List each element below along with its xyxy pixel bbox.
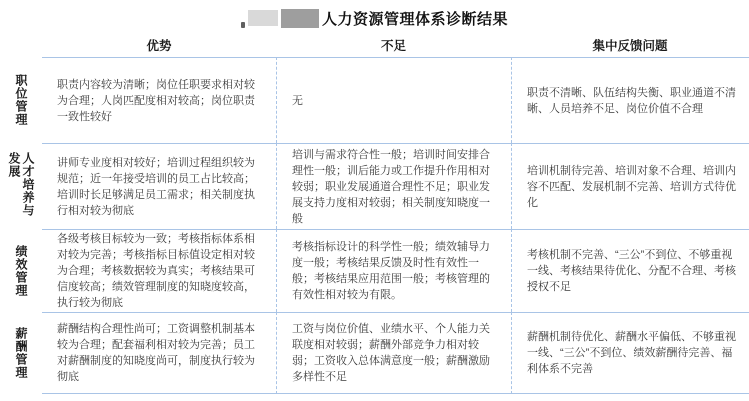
cell-text: 职责内容较为清晰；岗位任职要求相对较为合理；人岗匹配度相对较高；岗位职责一致性较好 [57, 78, 255, 123]
redaction-block-dark-icon [281, 9, 319, 28]
cell-performance-feedback [511, 229, 749, 312]
cell-text: 薪酬机制待优化、薪酬水平偏低、不够重视一线、“三公”不到位、绩效薪酬待完善、福利体系不完善 [527, 331, 736, 375]
cell-text: 职责不清晰、队伍结构失衡、职业通道不清晰、人员培养不足、岗位价值不合理 [527, 86, 736, 115]
row-header-label: 职位管理 [14, 74, 28, 126]
cell-talent-shortcoming [276, 143, 511, 229]
row-header-label: 薪酬管理 [14, 327, 28, 379]
row-header-performance-management [0, 229, 42, 312]
cell-position-advantage [42, 57, 276, 143]
cell-text: 培训机制待完善、培训对象不合理、培训内容不匹配、发展机制不完善、培训方式待优化 [527, 164, 736, 209]
cell-position-shortcoming [276, 57, 511, 143]
row-header-label: 人才培养与发展 [7, 152, 35, 217]
diagnosis-table [0, 32, 749, 394]
cell-talent-feedback [511, 143, 749, 229]
cell-performance-advantage [42, 229, 276, 312]
cell-performance-shortcoming [276, 229, 511, 312]
cell-compensation-shortcoming [276, 312, 511, 394]
row-header-label: 绩效管理 [14, 244, 28, 297]
cell-compensation-feedback [511, 312, 749, 394]
row-header-position-management [0, 57, 42, 143]
cell-compensation-advantage [42, 312, 276, 394]
column-header-advantage: 优势 [146, 38, 172, 53]
cell-text: 薪酬结构合理性尚可；工资调整机制基本较为合理；配套福利相对较为完善；员工对薪酬制度的知晓度尚可，制度执行较为彻底 [57, 323, 255, 383]
table-corner [0, 32, 42, 57]
page-title-text: 人力资源管理体系诊断结果 [321, 11, 508, 28]
cell-text: 培训与需求符合性一般；培训时间安排合理性一般；训后能力或工作提升作用相对较弱；职业发展通道合理性不足；职业发展支持力度相对较弱；相关制度知晓度一般 [292, 148, 490, 225]
cell-text: 考核指标设计的科学性一般；绩效辅导力度一般；考核结果反馈及时性有效性一般；考核结果应用范围一般；考核管理的有效性相对较为有限。 [292, 241, 490, 301]
cell-text: 工资与岗位价值、业绩水平、个人能力关联度相对较弱；薪酬外部竞争力相对较弱；工资收入总体满意度一般；薪酬激励多样性不足 [292, 323, 490, 383]
cell-text: 考核机制不完善、“三公”不到位、不够重视一线、考核结果待优化、分配不合理、考核授权不足 [527, 249, 736, 293]
row-header-talent-development [0, 143, 42, 229]
column-header-shortcoming: 不足 [380, 38, 406, 53]
cell-text: 无 [292, 94, 303, 107]
page-title [0, 5, 749, 31]
cell-text: 讲师专业度相对较好；培训过程组织较为规范；近一年接受培训的员工占比较高；培训时长足够满足员工需求；相关制度执行相对较为彻底 [57, 156, 255, 217]
redaction-tick-icon [241, 22, 245, 28]
column-header-feedback: 集中反馈问题 [592, 38, 668, 53]
cell-text: 各级考核目标较为一致；考核指标体系相对较为完善；考核指标目标值设定相对较为合理；考核数据较为真实；考核结果可信度较高；绩效管理制度的知晓度较高，执行较为彻底 [57, 233, 255, 309]
cell-position-feedback [511, 57, 749, 143]
row-header-compensation-management [0, 312, 42, 394]
cell-talent-advantage [42, 143, 276, 229]
redaction-block-light-icon [248, 10, 278, 26]
